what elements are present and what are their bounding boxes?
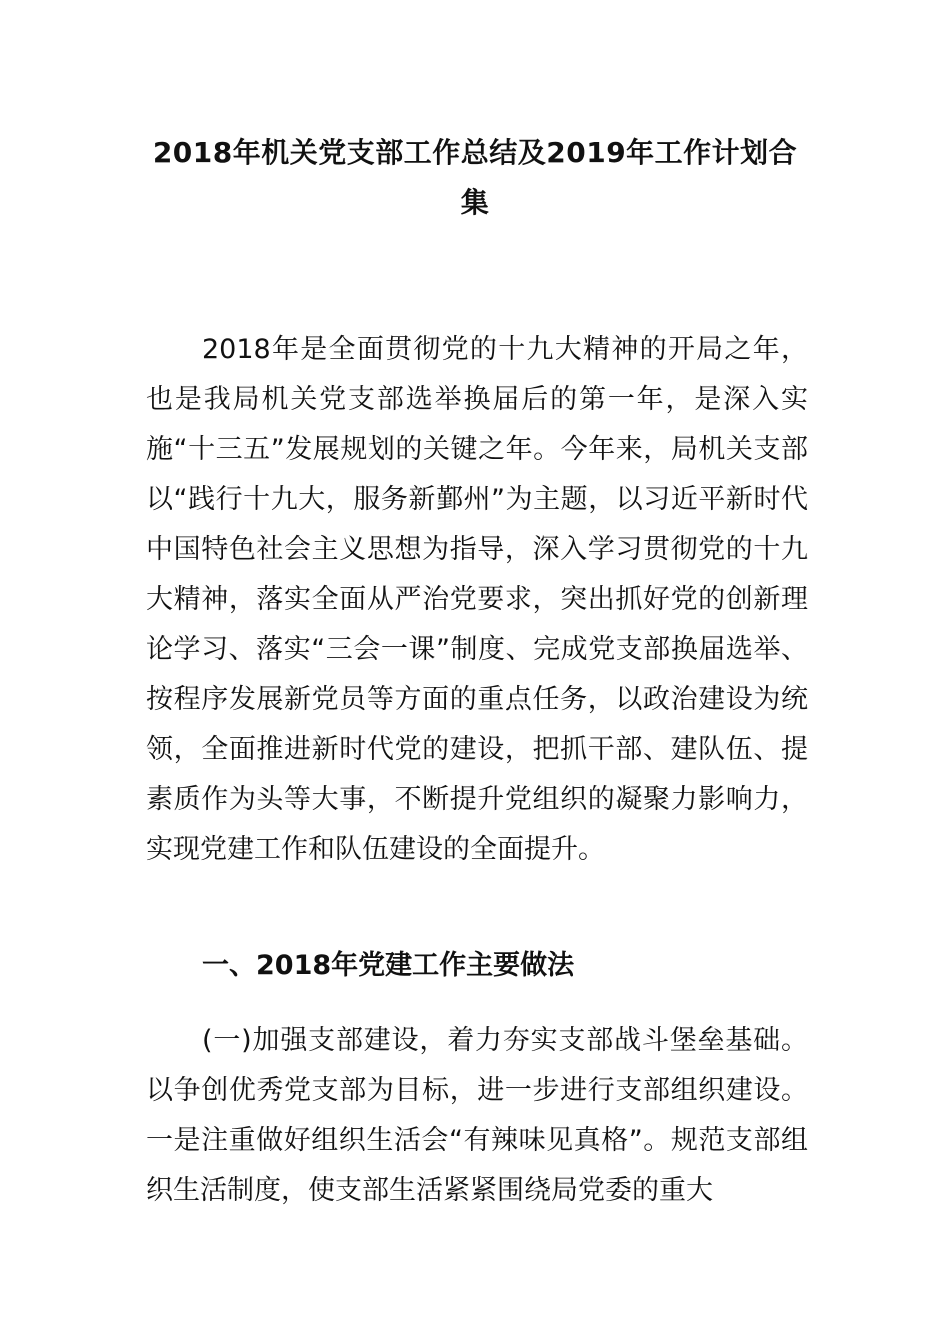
intro-paragraph: 2018年是全面贯彻党的十九大精神的开局之年，也是我局机关党支部选举换届后的第一年，是深入实施“十三五”发展规划的关键之年。今年来，局机关支部以“践行十九大，服务新鄞州”为主题，以习近平新时代中国特色社会主义思想为指导，深入学习贯彻党的十九大精神，落实全面从严治党要求，突出抓好党的创新理论学习、落实“三会一课”制度、完成党支部换届选举、按程序发展新党员等方面的重点任务，以政治建设为统领，全面推进新时代党的建设，把抓干部、建队伍、提素质作为头等大事，不断提升党组织的凝聚力影响力，实现党建工作和队伍建设的全面提升。 (146, 334, 808, 865)
section-heading-1: 一、2018年党建工作主要做法 (202, 950, 575, 981)
subsection-1-paragraph: (一)加强支部建设，着力夯实支部战斗堡垒基础。以争创优秀党支部为目标，进一步进行支部组织建设。一是注重做好组织生活会“有辣味见真格”。规范支部组织生活制度，使支部生活紧紧围绕局党委的重大 (146, 1025, 808, 1206)
document-title: 2018年机关党支部工作总结及2019年工作计划合集 (152, 136, 798, 219)
